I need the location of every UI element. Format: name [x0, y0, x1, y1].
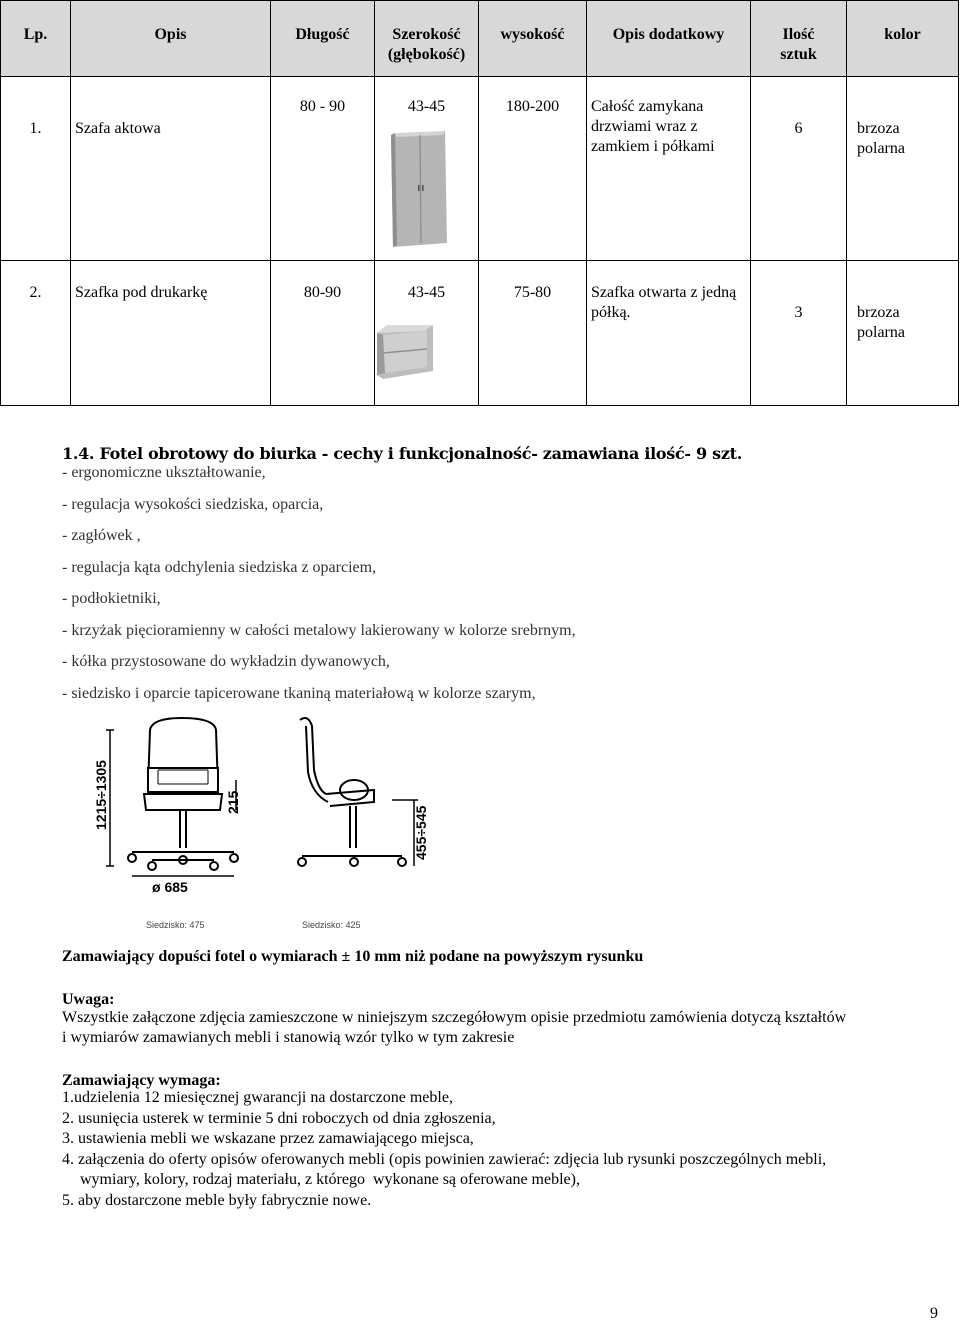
row2-wysokosc: 75-80: [479, 261, 587, 406]
list-item: - kółka przystosowane do wykładzin dywanowych,: [62, 653, 390, 670]
row2-kolor-line1: brzoza: [857, 304, 900, 321]
wymaga-label: Zamawiający wymaga:: [62, 1072, 221, 1089]
list-item: - zagłówek ,: [62, 527, 141, 544]
feature-list: [62, 463, 576, 715]
section-title: 1.4. Fotel obrotowy do biurka - cechy i funkcjonalność- zamawiana ilość- 9 szt.: [62, 444, 742, 463]
row2-dlugosc: 80-90: [271, 261, 375, 406]
row2-opis: Szafka pod drukarkę: [71, 261, 271, 406]
header-opis-dodatkowy: Opis dodatkowy: [587, 1, 751, 77]
row1-szerokosc: 43-45: [407, 98, 446, 115]
list-item: - regulacja kąta odchylenia siedziska z oparciem,: [62, 558, 377, 576]
row1-lp: 1.: [1, 77, 71, 261]
list-item: - krzyżak pięcioramienny w całości metalowy lakierowany w kolorze srebrnym,: [62, 621, 576, 639]
header-dlugosc: Długość: [271, 1, 375, 77]
caption-right: Siedzisko: 425: [302, 920, 361, 930]
dim-base-label: ø 685: [152, 879, 188, 895]
list-item: - podłokietniki,: [62, 590, 161, 607]
row1-kolor-line2: polarna: [857, 140, 905, 157]
row1-szerokosc-cell: [375, 77, 479, 261]
header-kolor: kolor: [847, 1, 959, 77]
header-szerokosc-line1: Szerokość: [392, 26, 461, 43]
list-item: 3. ustawienia mebli we wskazane przez zamawiającego miejsca,: [62, 1130, 474, 1147]
row1-opis-dod: [587, 77, 751, 261]
row2-opis-dod-line2: półką.: [591, 304, 631, 321]
table-row: [1, 77, 959, 261]
header-lp: Lp.: [1, 1, 71, 77]
row2-opis-dod: [587, 261, 751, 406]
chair-side-view: [298, 718, 406, 866]
row2-szerokosc-cell: [375, 261, 479, 406]
row1-kolor-line1: brzoza: [857, 120, 900, 137]
cabinet-image: [385, 129, 451, 249]
row2-szerokosc: 43-45: [407, 284, 446, 301]
row2-ilosc: 3: [751, 261, 847, 406]
header-szerokosc: [375, 1, 479, 77]
table-header-row: [1, 1, 959, 77]
table-row: [1, 261, 959, 406]
row2-kolor-line2: polarna: [857, 324, 905, 341]
row1-opis-dod-line1: Całość zamykana: [591, 98, 704, 115]
uwaga-line2: i wymiarów zamawianych mebli i stanowią wzór tylko w tym zakresie: [62, 1029, 515, 1046]
row1-kolor: [847, 77, 959, 261]
page-number: 9: [930, 1305, 938, 1322]
list-item: - regulacja wysokości siedziska, oparcia,: [62, 495, 324, 513]
row2-lp: 2.: [1, 261, 71, 406]
row2-kolor: [847, 261, 959, 406]
list-item: 2. usunięcia usterek w terminie 5 dni roboczych od dnia zgłoszenia,: [62, 1109, 496, 1127]
row1-dlugosc: 80 - 90: [271, 77, 375, 261]
row1-opis-dod-line3: zamkiem i półkami: [591, 138, 715, 155]
chair-front-view: [128, 718, 238, 870]
row1-wysokosc: 180-200: [479, 77, 587, 261]
header-opis: Opis: [71, 1, 271, 77]
printer-cabinet-image: [375, 323, 435, 383]
row1-opis-dod-line2: drzwiami wraz z: [591, 118, 698, 135]
header-wysokosc: wysokość: [479, 1, 587, 77]
header-ilosc-line1: Ilość: [782, 26, 815, 43]
row1-opis: Szafa aktowa: [71, 77, 271, 261]
list-item: wymiary, kolory, rodzaj materiału, z którego wykonane są oferowane meble),: [64, 1171, 580, 1188]
chair-dimension-drawing: [92, 710, 492, 940]
tolerance-note: Zamawiający dopuści fotel o wymiarach ± 10 mm niż podane na powyższym rysunku: [62, 948, 644, 965]
list-item: - siedzisko i oparcie tapicerowane tkaniną materiałową w kolorze szarym,: [62, 684, 536, 702]
header-ilosc: [751, 1, 847, 77]
header-szerokosc-line2: (głębokość): [387, 46, 466, 63]
caption-left: Siedzisko: 475: [146, 920, 205, 930]
uwaga-line1: Wszystkie załączone zdjęcia zamieszczone w niniejszym szczegółowym opisie przedmiotu zamówienia dotyczą kształtów: [62, 1009, 847, 1026]
list-item: - ergonomiczne ukształtowanie,: [62, 464, 266, 481]
list-item: 5. aby dostarczone meble były fabrycznie nowe.: [62, 1191, 372, 1209]
dim-seat-label: 455÷545: [413, 805, 429, 860]
dim-back-label: 215: [225, 790, 241, 814]
uwaga-label: Uwaga:: [62, 991, 115, 1008]
list-item: 4. załączenia do oferty opisów oferowanych mebli (opis powinien zawierać: zdjęcia lub rysunki poszczególnych mebli,: [62, 1150, 827, 1168]
furniture-table: [0, 0, 959, 406]
row2-opis-dod-line1: Szafka otwarta z jedną: [591, 284, 737, 301]
row1-ilosc: 6: [751, 77, 847, 261]
list-item: 1.udzielenia 12 miesięcznej gwarancji na dostarczone meble,: [62, 1089, 453, 1106]
header-ilosc-line2: sztuk: [780, 46, 817, 63]
dim-height-label: 1215÷1305: [93, 760, 109, 830]
requirements-list: [62, 1088, 826, 1211]
